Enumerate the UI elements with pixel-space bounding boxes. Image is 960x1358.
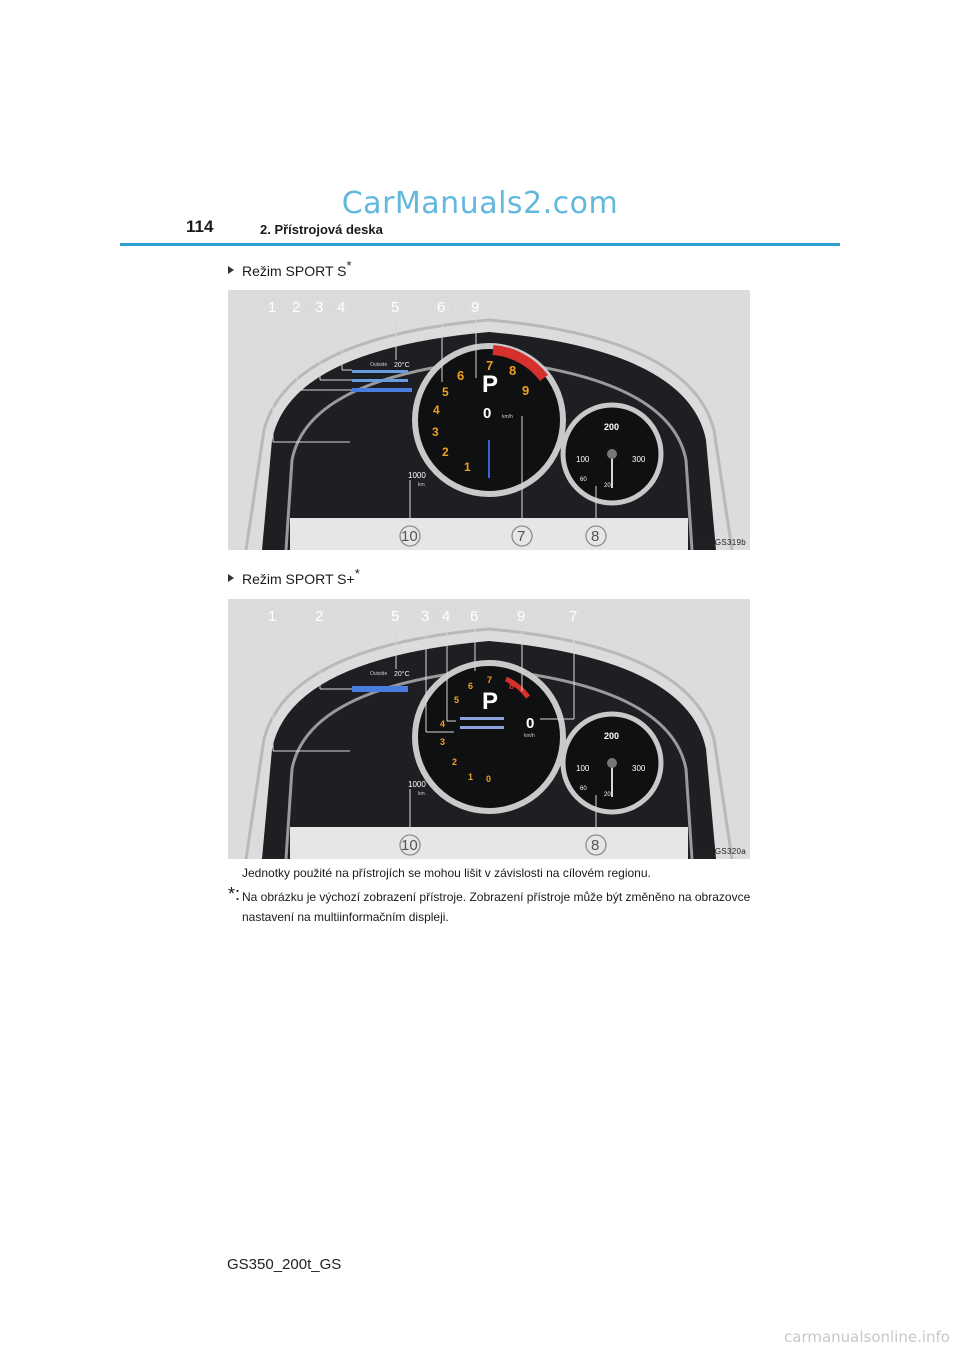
svg-text:4: 4 [433, 403, 440, 417]
svg-text:7: 7 [517, 528, 526, 545]
svg-text:km: km [418, 791, 425, 797]
svg-text:Outside: Outside [370, 671, 388, 677]
footer-model-code: GS350_200t_GS [227, 1256, 342, 1273]
subheading-label: Režim SPORT S [242, 263, 347, 279]
svg-text:8: 8 [509, 363, 517, 378]
svg-text:9: 9 [471, 299, 480, 316]
header-rule [120, 243, 840, 246]
svg-text:3: 3 [315, 299, 324, 316]
svg-text:4: 4 [442, 608, 451, 625]
subheading-label: Režim SPORT S+ [242, 571, 355, 587]
svg-text:200: 200 [604, 422, 620, 432]
svg-text:1: 1 [468, 772, 474, 782]
svg-text:5: 5 [454, 695, 460, 705]
subheading-sport-s-plus [228, 566, 360, 587]
cluster-illustration [228, 599, 750, 859]
svg-text:1: 1 [464, 460, 471, 474]
bullet-triangle-icon [228, 574, 234, 582]
svg-text:3: 3 [440, 737, 446, 747]
svg-text:0: 0 [483, 405, 492, 422]
svg-text:8: 8 [509, 681, 515, 691]
subheading-sport-s [228, 258, 352, 279]
svg-text:1000: 1000 [408, 471, 426, 480]
cluster-figure-sport-s-plus [228, 599, 750, 859]
page-number: 114 [186, 217, 214, 236]
svg-text:6: 6 [468, 681, 474, 691]
footnote [228, 884, 758, 927]
svg-text:6: 6 [437, 299, 446, 316]
speedometer [563, 405, 661, 503]
svg-text:km/h: km/h [524, 733, 535, 739]
svg-text:8: 8 [591, 837, 600, 854]
svg-text:1: 1 [268, 608, 277, 625]
svg-text:3: 3 [421, 608, 430, 625]
svg-text:9: 9 [517, 608, 526, 625]
svg-text:P: P [482, 371, 499, 398]
tachometer [415, 663, 563, 811]
cluster-illustration [228, 290, 750, 550]
svg-text:60: 60 [580, 477, 587, 483]
svg-text:1: 1 [268, 299, 277, 316]
asterisk: * [346, 258, 352, 273]
svg-text:0: 0 [526, 715, 535, 732]
tachometer [415, 346, 563, 494]
svg-text:1000: 1000 [408, 780, 426, 789]
svg-text:100: 100 [576, 764, 590, 773]
svg-text:9: 9 [522, 383, 530, 398]
svg-text:2: 2 [292, 299, 301, 316]
svg-text:2: 2 [442, 445, 449, 459]
svg-text:5: 5 [391, 608, 400, 625]
watermark-carmanualsonline: carmanualsonline.info [784, 1328, 950, 1346]
svg-text:2: 2 [315, 608, 324, 625]
svg-text:5: 5 [391, 299, 400, 316]
units-note: Jednotky použité na přístrojích se mohou lišit v závislosti na cílovém regionu. [242, 866, 651, 880]
svg-text:60: 60 [580, 786, 587, 792]
svg-text:5: 5 [442, 385, 449, 399]
image-code: IN21GS319b [696, 538, 746, 547]
svg-text:10: 10 [401, 837, 418, 854]
cluster-figure-sport-s [228, 290, 750, 550]
svg-text:10: 10 [401, 528, 418, 545]
svg-text:4: 4 [337, 299, 346, 316]
image-code: IN21GS320a [696, 847, 746, 856]
bullet-triangle-icon [228, 266, 234, 274]
svg-text:6: 6 [457, 368, 465, 383]
speedometer [563, 714, 661, 812]
svg-text:100: 100 [576, 455, 590, 464]
svg-text:P: P [482, 688, 499, 715]
svg-text:4: 4 [440, 719, 446, 729]
svg-text:20: 20 [604, 483, 611, 489]
svg-text:200: 200 [604, 731, 620, 741]
svg-text:km: km [418, 482, 425, 488]
svg-text:2: 2 [452, 757, 458, 767]
footnote-text: Na obrázku je výchozí zobrazení přístroje. Zobrazení přístroje může být změněno na obrazovce nastavení na multiinformačním displeji. [242, 890, 751, 924]
svg-text:20°C: 20°C [394, 671, 410, 678]
section-title: 2. Přístrojová deska [260, 222, 383, 237]
svg-text:20°C: 20°C [394, 362, 410, 369]
svg-text:0: 0 [486, 774, 492, 784]
footnote-mark: *: [228, 884, 241, 904]
svg-text:km/h: km/h [502, 414, 513, 420]
page-header [120, 212, 840, 246]
svg-text:7: 7 [569, 608, 578, 625]
svg-text:6: 6 [470, 608, 479, 625]
svg-text:8: 8 [591, 528, 600, 545]
svg-text:3: 3 [432, 425, 439, 439]
svg-text:Outside: Outside [370, 362, 388, 368]
svg-text:7: 7 [486, 358, 494, 373]
watermark-carmanuals2: CarManuals2.com [341, 186, 619, 221]
svg-text:20: 20 [604, 792, 611, 798]
asterisk: * [354, 566, 360, 581]
svg-text:300: 300 [632, 764, 646, 773]
svg-text:7: 7 [487, 675, 493, 685]
svg-text:300: 300 [632, 455, 646, 464]
